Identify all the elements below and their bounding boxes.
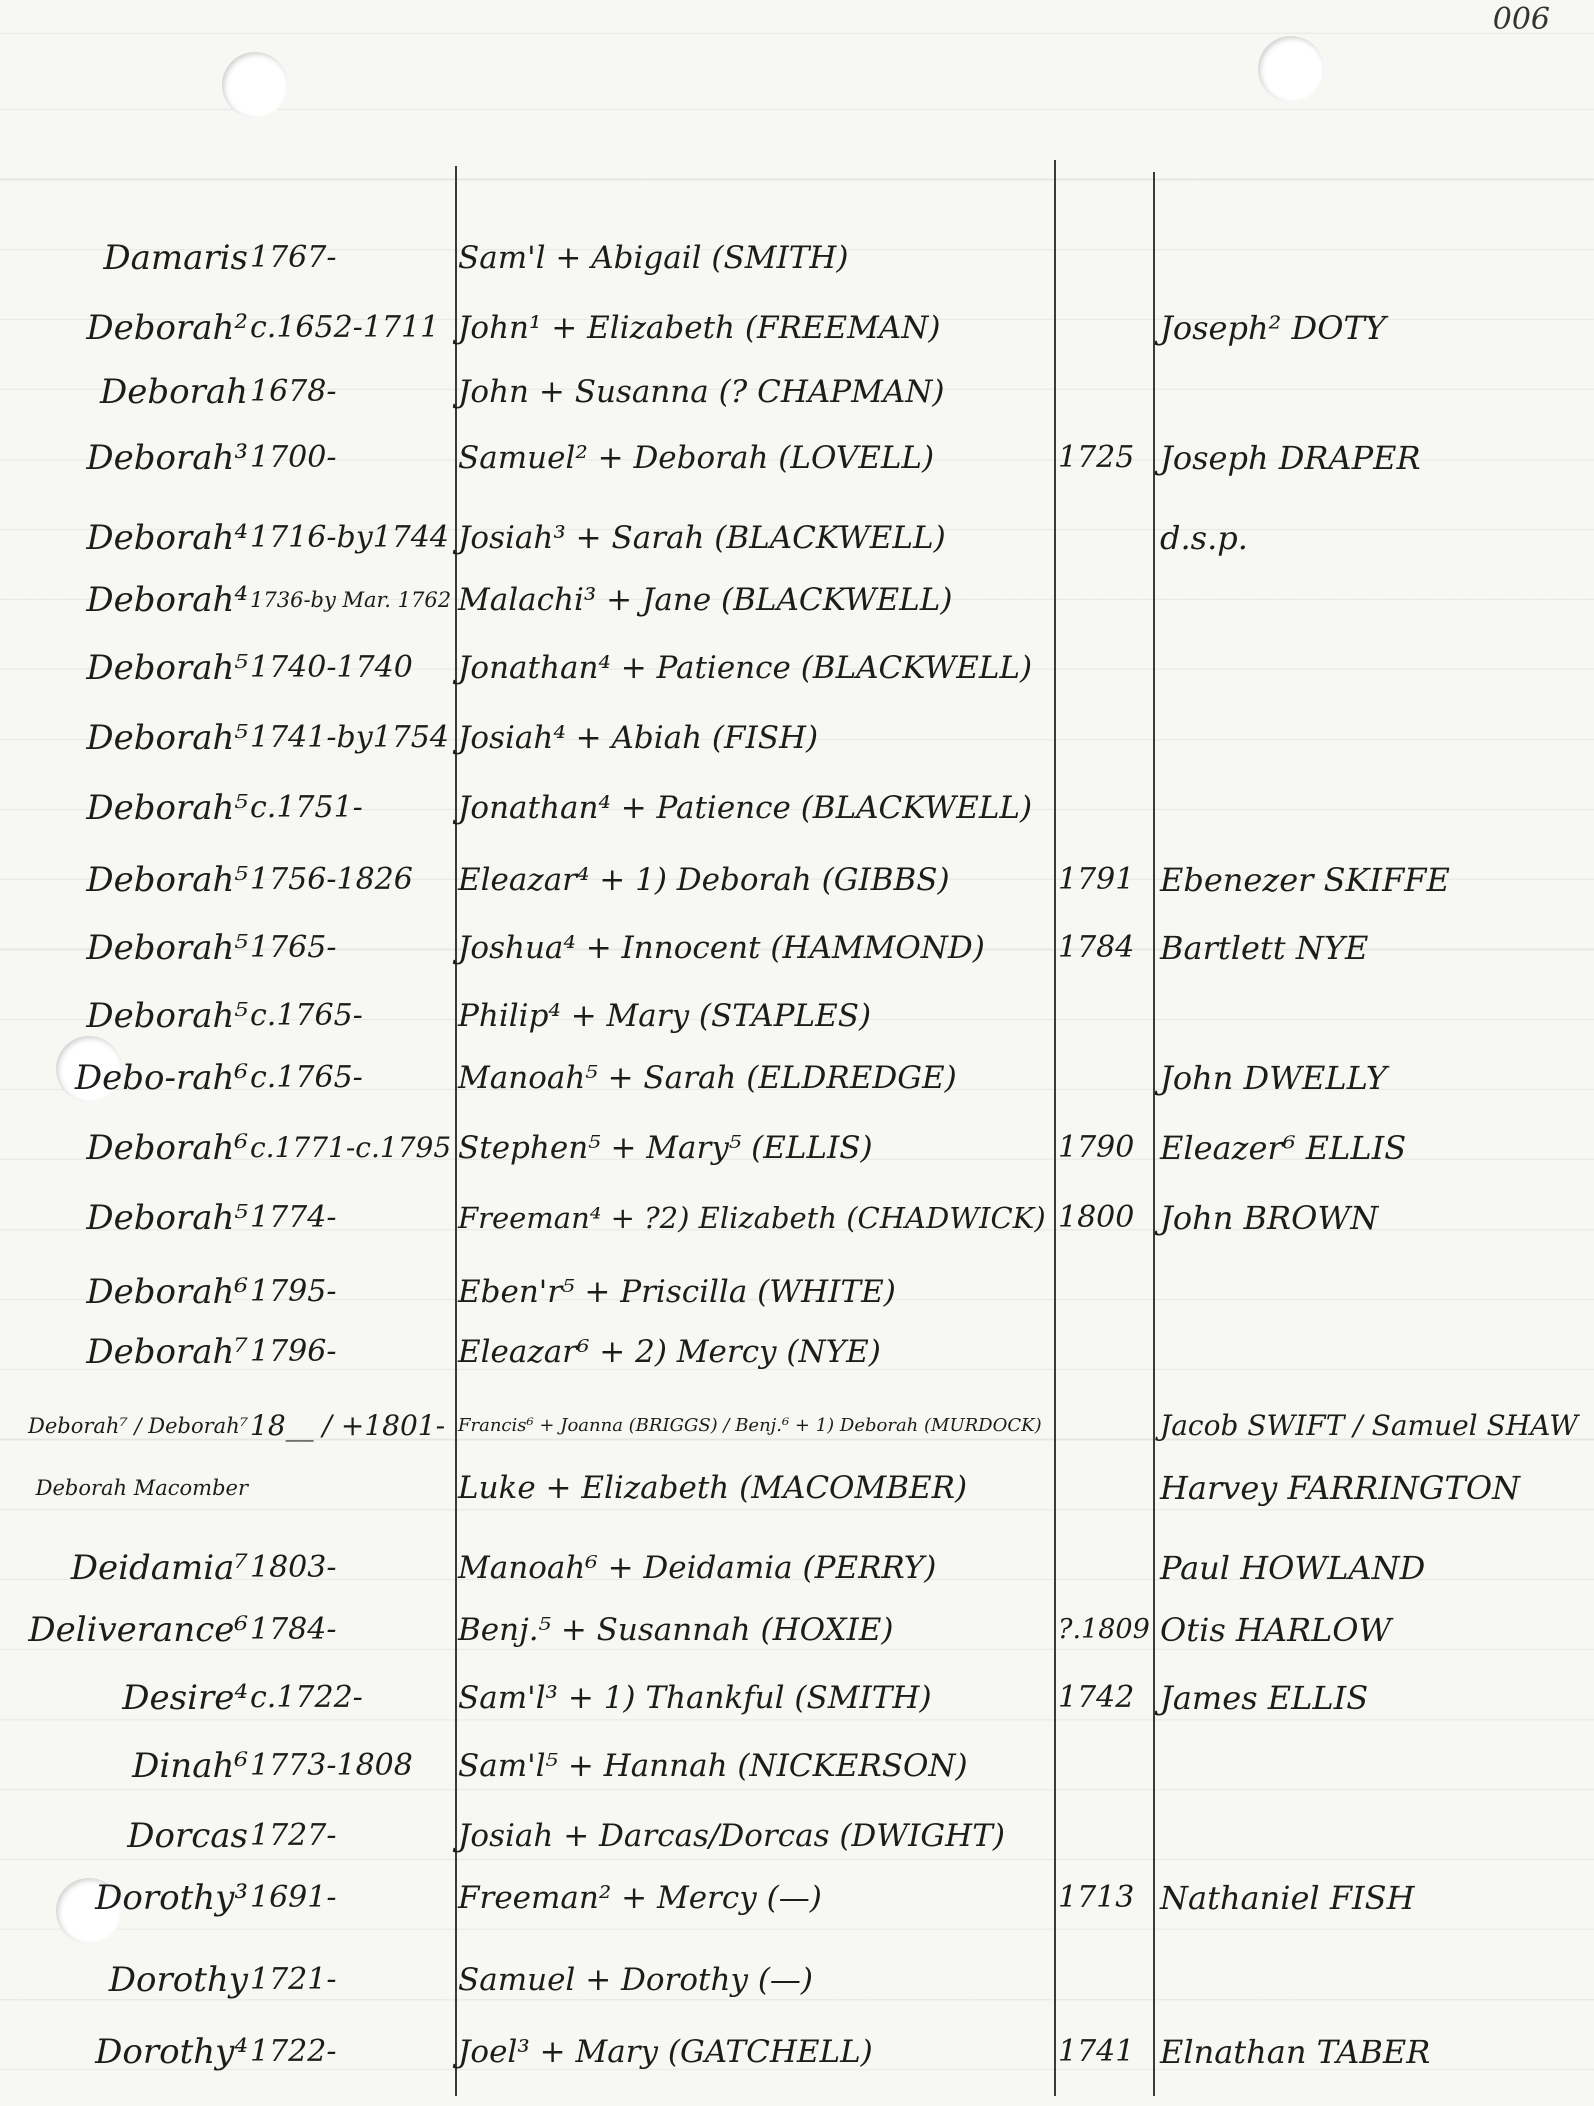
entry-marriage-year: 1725 [1058, 440, 1135, 475]
entry-dates: c.1722- [250, 1680, 363, 1715]
entry-spouse: Bartlett NYE [1160, 929, 1369, 967]
entry-name: Deborah² [86, 308, 248, 348]
entry-dates: 1795- [250, 1274, 337, 1309]
entry-parents: Benj.⁵ + Susannah (HOXIE) [458, 1612, 894, 1648]
entry-row [0, 1048, 1594, 1108]
entry-marriage-year: 1713 [1058, 1880, 1135, 1915]
entry-spouse: Nathaniel FISH [1160, 1879, 1415, 1917]
entry-parents: Jonathan⁴ + Patience (BLACKWELL) [458, 650, 1033, 686]
entry-name: Deborah [99, 372, 248, 412]
entry-parents: Freeman⁴ + ?2) Elizabeth (CHADWICK) [458, 1201, 1046, 1235]
entry-name: Deborah⁵ [86, 928, 248, 968]
entry-parents: Samuel + Dorothy (—) [458, 1962, 814, 1998]
punch-hole-top-left [222, 52, 288, 118]
entry-spouse: Jacob SWIFT / Samuel SHAW [1160, 1409, 1578, 1442]
entry-row [0, 708, 1594, 768]
entry-name: Dorothy³ [95, 1878, 248, 1918]
entry-row [0, 1806, 1594, 1866]
entry-parents: Eben'r⁵ + Priscilla (WHITE) [458, 1274, 896, 1310]
entry-dates: 1765- [250, 930, 337, 965]
entry-row [0, 570, 1594, 630]
entry-spouse: Harvey FARRINGTON [1160, 1469, 1521, 1507]
entry-parents: Samuel² + Deborah (LOVELL) [458, 440, 935, 476]
entry-dates: 1716-by1744 [250, 520, 449, 555]
entry-parents: Josiah + Darcas/Dorcas (DWIGHT) [458, 1818, 1005, 1854]
entry-row [0, 1118, 1594, 1178]
entry-dates: 1727- [250, 1818, 337, 1853]
entry-row [0, 508, 1594, 568]
entry-row [0, 1458, 1594, 1518]
entry-row [0, 1322, 1594, 1382]
entry-row [0, 428, 1594, 488]
entry-parents: Manoah⁵ + Sarah (ELDREDGE) [458, 1060, 957, 1096]
entry-dates: 1756-1826 [250, 862, 413, 897]
entry-spouse: Ebenezer SKIFFE [1160, 861, 1450, 899]
entry-dates: c.1751- [250, 790, 363, 825]
entry-name: Deborah⁵ [86, 718, 248, 758]
entry-name: Deidamia⁷ [70, 1548, 248, 1588]
entry-row [0, 1600, 1594, 1660]
entry-dates: 1700- [250, 440, 337, 475]
entry-name: Deborah⁵ [86, 860, 248, 900]
entry-parents: Eleazar⁶ + 2) Mercy (NYE) [458, 1334, 881, 1370]
entry-parents: Sam'l⁵ + Hannah (NICKERSON) [458, 1748, 968, 1784]
entry-dates: c.1765- [250, 998, 363, 1033]
entry-spouse: James ELLIS [1160, 1679, 1369, 1717]
entry-name: Deborah⁷ [86, 1332, 248, 1372]
entry-dates: 1736-by Mar. 1762 [250, 588, 452, 612]
entry-name: Deborah Macomber [35, 1476, 248, 1500]
entry-row [0, 1950, 1594, 2010]
entry-row [0, 1262, 1594, 1322]
punch-hole-top-right [1258, 36, 1324, 102]
entry-marriage-year: 1741 [1058, 2034, 1135, 2069]
entry-spouse: Paul HOWLAND [1160, 1549, 1426, 1587]
entry-parents: John + Susanna (? CHAPMAN) [458, 374, 945, 410]
entry-name: Deborah⁵ [86, 648, 248, 688]
entry-row [0, 1538, 1594, 1598]
entry-name: Deborah⁵ [86, 1198, 248, 1238]
entry-spouse: Elnathan TABER [1160, 2033, 1431, 2071]
entry-name: Deborah⁶ [86, 1128, 248, 1168]
entry-name: Deborah⁶ [86, 1272, 248, 1312]
entry-parents: Philip⁴ + Mary (STAPLES) [458, 998, 872, 1034]
entry-spouse: Joseph² DOTY [1160, 309, 1386, 347]
entry-name: Debo-rah⁶ [74, 1058, 248, 1098]
entry-name: Deborah⁷ / Deborah⁷ [28, 1414, 249, 1438]
entry-name: Deborah⁵ [86, 996, 248, 1036]
entry-name: Deborah⁴ [86, 580, 248, 620]
entry-parents: Freeman² + Mercy (—) [458, 1880, 822, 1916]
entry-row [0, 778, 1594, 838]
entry-parents: Stephen⁵ + Mary⁵ (ELLIS) [458, 1130, 873, 1166]
entry-dates: 1796- [250, 1334, 337, 1369]
entry-name: Deborah⁴ [86, 518, 248, 558]
entry-dates: 1722- [250, 2034, 337, 2069]
entry-dates: c.1652-1711 [250, 310, 440, 345]
entry-row [0, 986, 1594, 1046]
entry-spouse: John BROWN [1160, 1199, 1379, 1237]
entry-dates: 1803- [250, 1550, 337, 1585]
entry-spouse: d.s.p. [1160, 519, 1248, 557]
entry-marriage-year: 1784 [1058, 930, 1135, 965]
entry-spouse: John DWELLY [1160, 1059, 1387, 1097]
entry-name: Deborah⁵ [86, 788, 248, 828]
entry-row [0, 1396, 1594, 1456]
entry-parents: Malachi³ + Jane (BLACKWELL) [458, 582, 953, 618]
entry-marriage-year: 1742 [1058, 1680, 1135, 1715]
entry-row [0, 1668, 1594, 1728]
entry-name: Dinah⁶ [132, 1746, 248, 1786]
entry-dates: 18__ / +1801- [250, 1409, 446, 1442]
entry-name: Deborah³ [86, 438, 248, 478]
entry-parents: Sam'l³ + 1) Thankful (SMITH) [458, 1680, 932, 1716]
entry-marriage-year: ?.1809 [1058, 1614, 1150, 1645]
entry-dates: 1740-1740 [250, 650, 413, 685]
entry-dates: 1691- [250, 1880, 337, 1915]
entry-parents: Jonathan⁴ + Patience (BLACKWELL) [458, 790, 1033, 826]
entry-marriage-year: 1800 [1058, 1200, 1135, 1235]
entry-spouse: Eleazer⁶ ELLIS [1160, 1129, 1407, 1167]
entry-parents: Manoah⁶ + Deidamia (PERRY) [458, 1550, 937, 1586]
entry-parents: Josiah³ + Sarah (BLACKWELL) [458, 520, 946, 556]
entry-row [0, 362, 1594, 422]
entry-name: Dorothy⁴ [95, 2032, 248, 2072]
page-number: 006 [1492, 2, 1550, 37]
entry-spouse: Joseph DRAPER [1160, 439, 1421, 477]
entry-row [0, 228, 1594, 288]
entry-name: Deliverance⁶ [28, 1610, 248, 1650]
entry-row [0, 298, 1594, 358]
entry-spouse: Otis HARLOW [1160, 1611, 1392, 1649]
entry-row [0, 918, 1594, 978]
entry-dates: 1767- [250, 240, 337, 275]
entry-dates: 1784- [250, 1612, 337, 1647]
entry-parents: Luke + Elizabeth (MACOMBER) [458, 1470, 968, 1506]
entry-dates: 1774- [250, 1200, 337, 1235]
entry-dates: 1773-1808 [250, 1748, 413, 1783]
entry-dates: 1721- [250, 1962, 337, 1997]
entry-row [0, 850, 1594, 910]
entry-dates: 1678- [250, 374, 337, 409]
entry-dates: c.1771-c.1795 [250, 1131, 452, 1164]
entry-row [0, 638, 1594, 698]
entry-name: Damaris [103, 238, 248, 278]
entry-marriage-year: 1790 [1058, 1130, 1135, 1165]
entry-parents: Josiah⁴ + Abiah (FISH) [458, 720, 819, 756]
entry-row [0, 1868, 1594, 1928]
entry-marriage-year: 1791 [1058, 862, 1135, 897]
entry-row [0, 1736, 1594, 1796]
entry-parents: Francis⁶ + Joanna (BRIGGS) / Benj.⁶ + 1) Deborah (MURDOCK) [458, 1415, 1042, 1436]
entry-parents: Joel³ + Mary (GATCHELL) [458, 2034, 873, 2070]
entry-name: Desire⁴ [122, 1678, 248, 1718]
entry-parents: Eleazar⁴ + 1) Deborah (GIBBS) [458, 862, 950, 898]
entry-row [0, 1188, 1594, 1248]
entry-dates: c.1765- [250, 1060, 363, 1095]
entry-row [0, 2022, 1594, 2082]
entry-name: Dorothy [108, 1960, 248, 2000]
entry-dates: 1741-by1754 [250, 720, 449, 755]
entry-name: Dorcas [127, 1816, 248, 1856]
entry-parents: Sam'l + Abigail (SMITH) [458, 240, 849, 276]
entry-parents: Joshua⁴ + Innocent (HAMMOND) [458, 930, 985, 966]
entry-parents: John¹ + Elizabeth (FREEMAN) [458, 310, 941, 346]
